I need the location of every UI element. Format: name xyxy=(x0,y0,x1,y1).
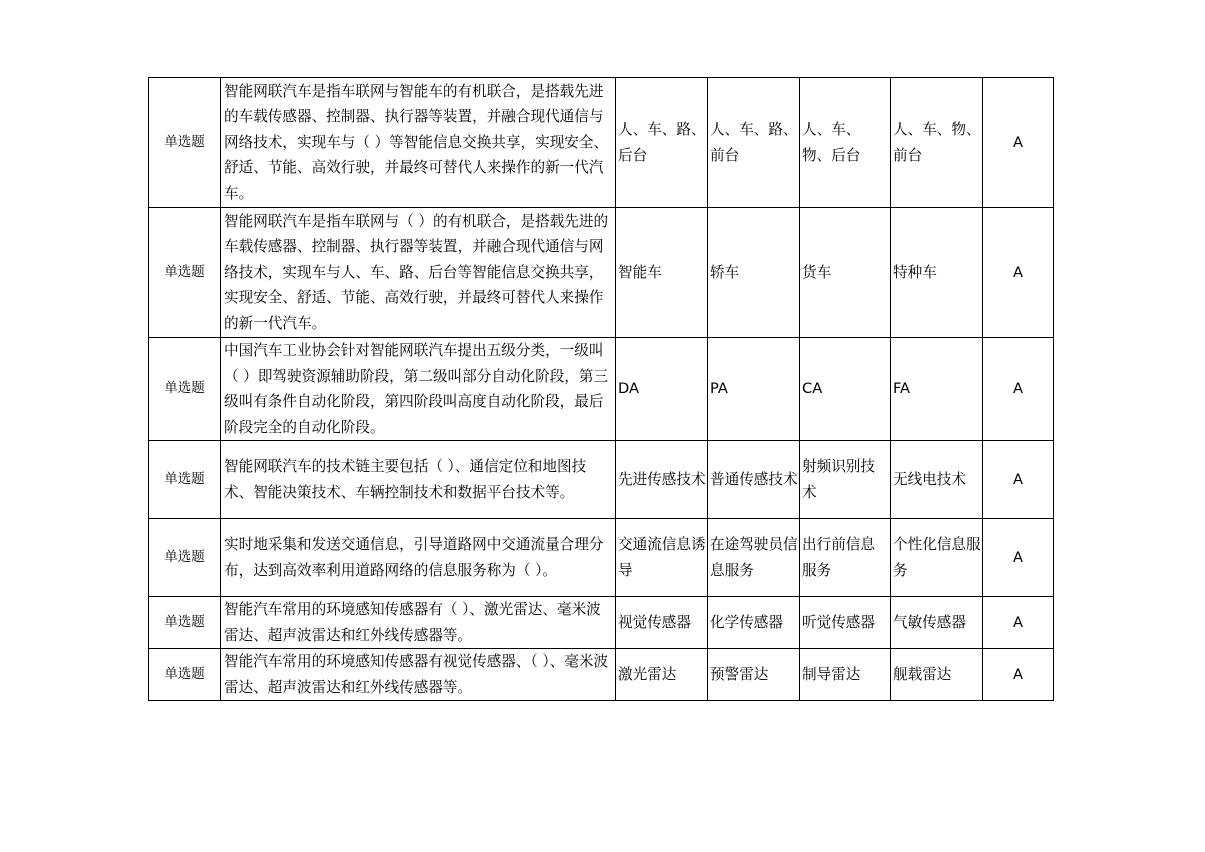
table-row xyxy=(149,597,1054,649)
table-row xyxy=(149,649,1054,701)
option-d: 人、车、物、前台 xyxy=(891,78,983,208)
question-stem: 智能网联汽车是指车联网与智能车的有机联合，是搭载先进的车载传感器、控制器、执行器等装置，并融合现代通信与网络技术，实现车与（ ）等智能信息交换共享，实现安全、舒适、节能、高效行驶，并最终可替代人来操作的新一代汽车。 xyxy=(221,78,616,208)
option-c: 制导雷达 xyxy=(800,649,891,701)
question-stem: 智能汽车常用的环境感知传感器有视觉传感器、（ ）、毫米波雷达、超声波雷达和红外线传感器等。 xyxy=(221,649,616,701)
option-d: 特种车 xyxy=(891,208,983,338)
question-stem: 智能网联汽车是指车联网与（ ）的有机联合，是搭载先进的车载传感器、控制器、执行器等装置，并融合现代通信与网络技术，实现车与人、车、路、后台等智能信息交换共享，实现安全、舒适、节能、高效行驶，并最终可替代人来操作的新一代汽车。 xyxy=(221,208,616,338)
table-row xyxy=(149,338,1054,441)
answer-cell: A xyxy=(983,208,1054,338)
option-c: CA xyxy=(800,338,891,441)
option-a: 先进传感技术 xyxy=(616,441,708,519)
option-c: 出行前信息服务 xyxy=(800,519,891,597)
option-b: PA xyxy=(708,338,800,441)
answer-cell: A xyxy=(983,441,1054,519)
question-type: 单选题 xyxy=(149,338,221,441)
answer-cell: A xyxy=(983,78,1054,208)
question-stem: 智能汽车常用的环境感知传感器有（ ）、激光雷达、毫米波雷达、超声波雷达和红外线传感器等。 xyxy=(221,597,616,649)
answer-cell: A xyxy=(983,519,1054,597)
answer-cell: A xyxy=(983,338,1054,441)
option-a: 交通流信息诱导 xyxy=(616,519,708,597)
question-stem: 智能网联汽车的技术链主要包括（ ）、通信定位和地图技术、智能决策技术、车辆控制技术和数据平台技术等。 xyxy=(221,441,616,519)
option-d: 气敏传感器 xyxy=(891,597,983,649)
answer-cell: A xyxy=(983,597,1054,649)
option-b: 人、车、路、前台 xyxy=(708,78,800,208)
option-d: 个性化信息服务 xyxy=(891,519,983,597)
option-a: 人、车、路、后台 xyxy=(616,78,708,208)
table-row xyxy=(149,441,1054,519)
question-type: 单选题 xyxy=(149,208,221,338)
question-type: 单选题 xyxy=(149,78,221,208)
option-b: 轿车 xyxy=(708,208,800,338)
question-type: 单选题 xyxy=(149,597,221,649)
question-type: 单选题 xyxy=(149,441,221,519)
question-stem: 中国汽车工业协会针对智能网联汽车提出五级分类，一级叫（ ）即驾驶资源辅助阶段，第二级叫部分自动化阶段，第三级叫有条件自动化阶段，第四阶段叫高度自动化阶段，最后阶段完全的自动化阶段。 xyxy=(221,338,616,441)
option-a: 视觉传感器 xyxy=(616,597,708,649)
answer-cell: A xyxy=(983,649,1054,701)
option-d: 无线电技术 xyxy=(891,441,983,519)
question-type: 单选题 xyxy=(149,519,221,597)
option-b: 普通传感技术 xyxy=(708,441,800,519)
option-c: 射频识别技术 xyxy=(800,441,891,519)
question-type: 单选题 xyxy=(149,649,221,701)
option-b: 在途驾驶员信息服务 xyxy=(708,519,800,597)
option-d: 舰载雷达 xyxy=(891,649,983,701)
table-row xyxy=(149,208,1054,338)
question-table xyxy=(148,77,1054,701)
option-c: 听觉传感器 xyxy=(800,597,891,649)
table-row xyxy=(149,78,1054,208)
option-a: 激光雷达 xyxy=(616,649,708,701)
option-a: DA xyxy=(616,338,708,441)
option-c: 货车 xyxy=(800,208,891,338)
option-a: 智能车 xyxy=(616,208,708,338)
option-d: FA xyxy=(891,338,983,441)
question-stem: 实时地采集和发送交通信息，引导道路网中交通流量合理分布，达到高效率利用道路网络的信息服务称为（ ）。 xyxy=(221,519,616,597)
table-row xyxy=(149,519,1054,597)
option-c: 人、车、物、后台 xyxy=(800,78,891,208)
option-b: 化学传感器 xyxy=(708,597,800,649)
option-b: 预警雷达 xyxy=(708,649,800,701)
